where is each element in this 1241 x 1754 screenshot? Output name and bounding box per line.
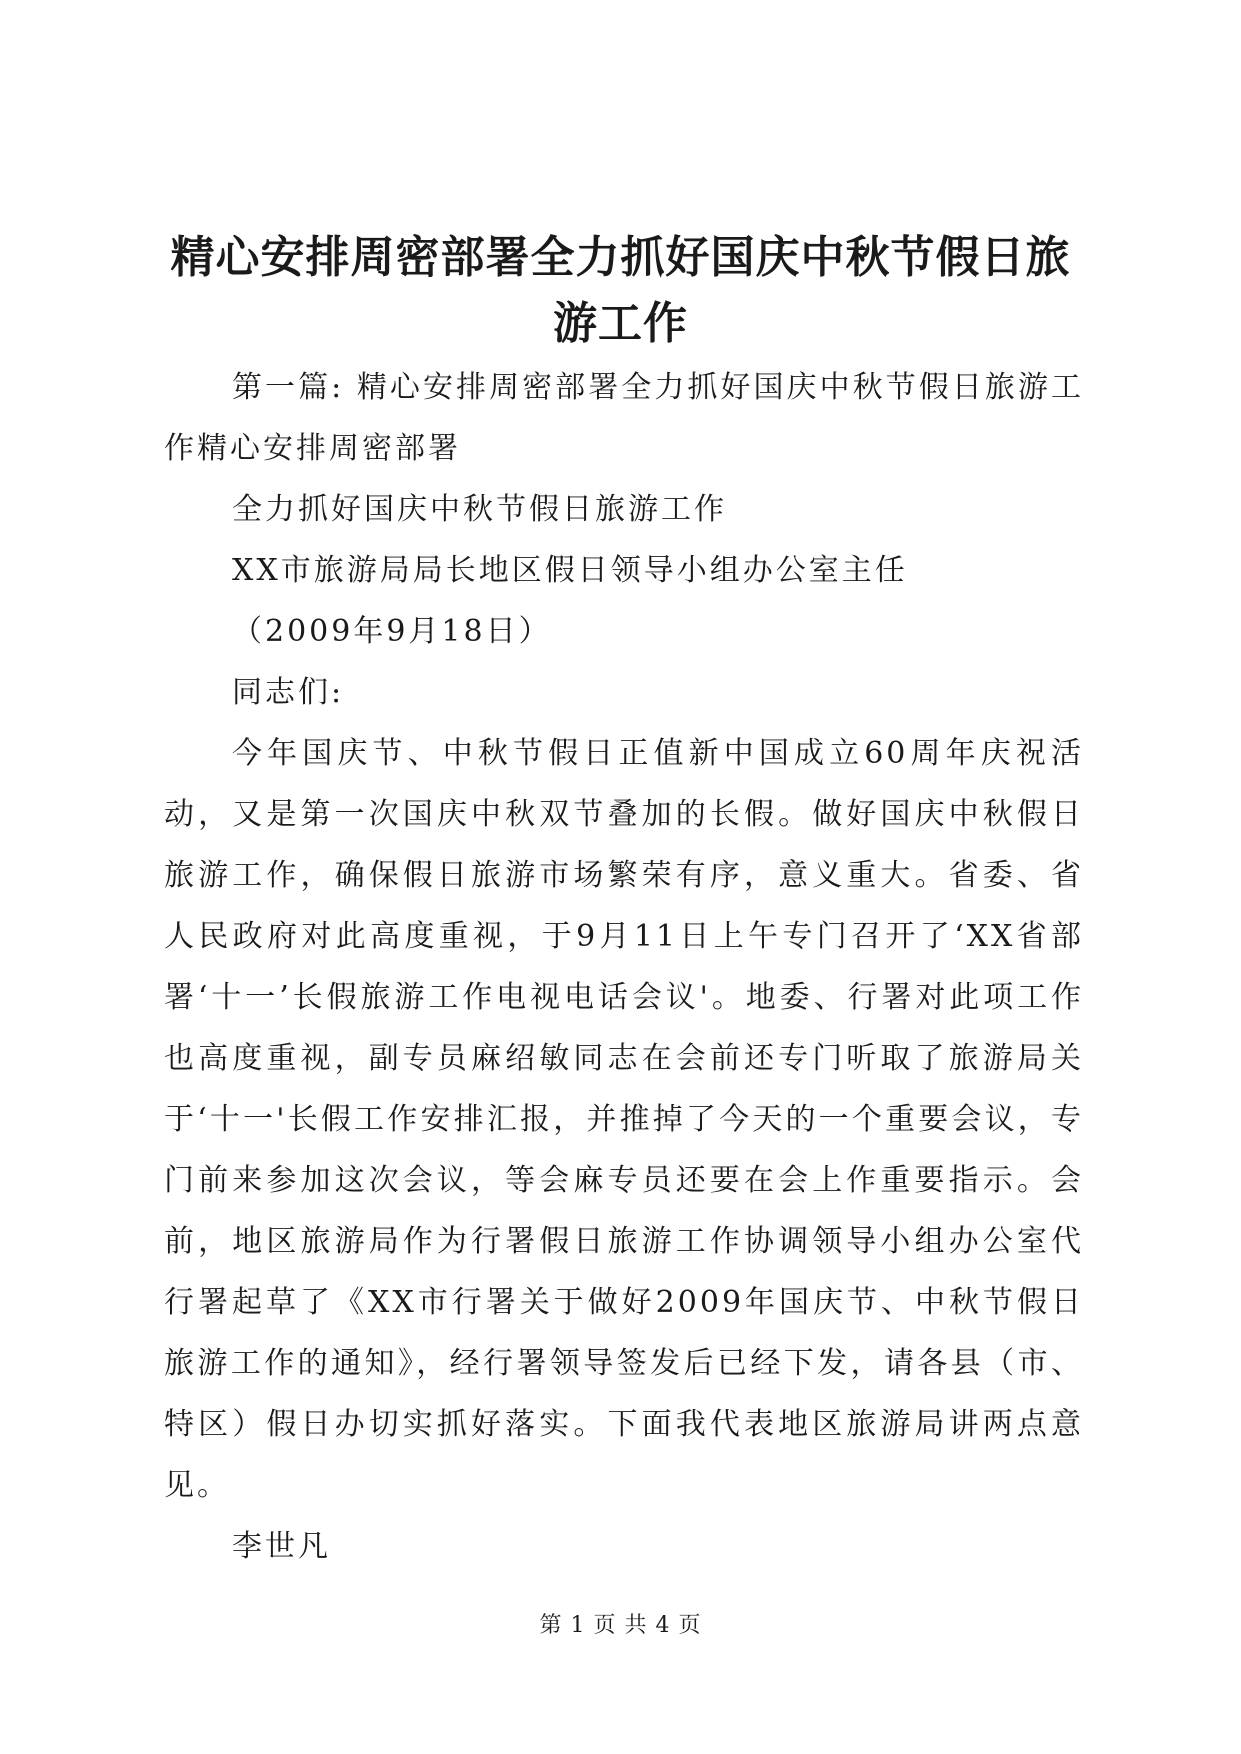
document-body	[164, 357, 1084, 1577]
paragraph: 第一篇: 精心安排周密部署全力抓好国庆中秋节假日旅游工作精心安排周密部署	[164, 370, 1084, 466]
paragraph: 同志们:	[232, 675, 345, 710]
paragraph: 全力抓好国庆中秋节假日旅游工作	[232, 492, 727, 527]
paragraph: 今年国庆节、中秋节假日正值新中国成立60周年庆祝活动，又是第一次国庆中秋双节叠加的长假。做好国庆中秋假日旅游工作，确保假日旅游市场繁荣有序，意义重大。省委、省人民政府对此高度重视，于9月11日上午专门召开了‘XX省部署‘十一’长假旅游工作电视电话会议'。地委、行署对此项工作也高度重视，副专员麻绍敏同志在会前还专门听取了旅游局关于‘十一'长假工作安排汇报，并推掉了今天的一个重要会议，专门前来参加这次会议，等会麻专员还要在会上作重要指示。会前，地区旅游局作为行署假日旅游工作协调领导小组办公室代行署起草了《XX市行署关于做好2009年国庆节、中秋节假日旅游工作的通知》，经行署领导签发后已经下发，请各县（市、特区）假日办切实抓好落实。下面我代表地区旅游局讲两点意见。	[164, 736, 1084, 1503]
paragraph: 李世凡	[232, 1529, 331, 1564]
paragraph: （2009年9月18日）	[232, 614, 552, 649]
paragraph: XX市旅游局局长地区假日领导小组办公室主任	[232, 553, 908, 588]
page-footer: 第 1 页 共 4 页	[539, 1613, 702, 1638]
document-title: 精心安排周密部署全力抓好国庆中秋节假日旅游工作	[170, 232, 1071, 350]
